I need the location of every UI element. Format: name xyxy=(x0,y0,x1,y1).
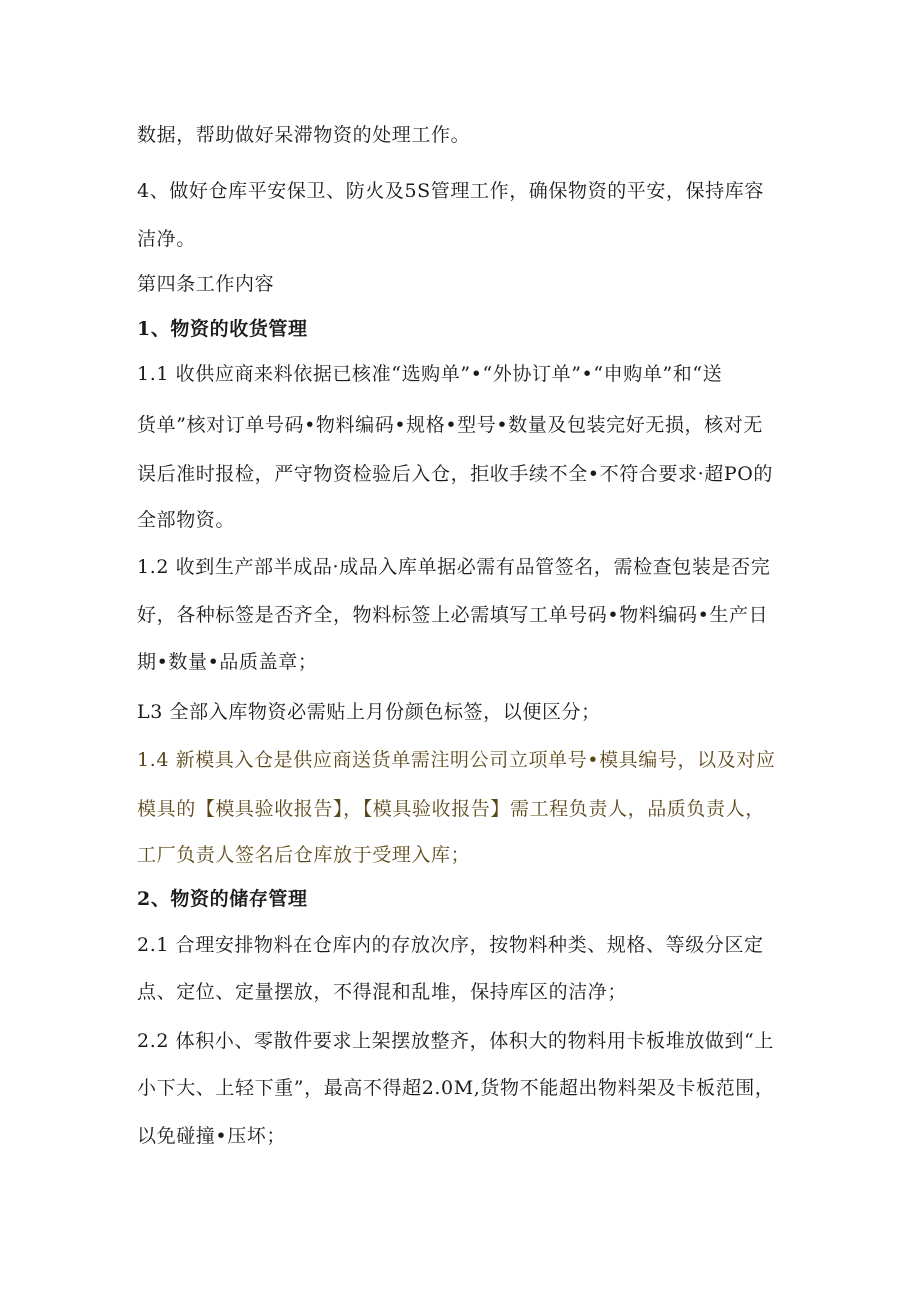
paragraph-line: 小下大、上轻下重”，最高不得超2.0M,货物不能超出物料架及卡板范围， xyxy=(137,1077,775,1099)
paragraph-line: 1.2 收到生产部半成品·成品入库单据必需有品管签名，需检查包装是否完 xyxy=(137,556,771,578)
paragraph-line: 2.1 合理安排物料在仓库内的存放次序，按物料种类、规格、等级分区定 xyxy=(137,934,764,956)
paragraph-line: 1.1 收供应商来料依据已核准“选购单”•“外协订单”•“申购单”和“送 xyxy=(137,363,723,385)
paragraph-line: 全部物资。 xyxy=(137,509,236,531)
paragraph-line: 模具的【模具验收报告】，【模具验收报告】需工程负责人，品质负责人， xyxy=(137,798,765,820)
paragraph-line: 以免碰撞•压坏； xyxy=(137,1125,287,1147)
paragraph-line: 工厂负责人签名后仓库放于受理入库； xyxy=(137,844,471,866)
paragraph-line: 1.4 新模具入仓是供应商送货单需注明公司立项单号•模具编号，以及对应 xyxy=(137,749,776,771)
paragraph-line: 2.2 体积小、零散件要求上架摆放整齐，体积大的物料用卡板堆放做到“上 xyxy=(137,1030,774,1052)
subsection-heading: 1、物资的收货管理 xyxy=(137,318,308,340)
paragraph-line: 误后准时报检，严守物资检验后入仓，拒收手续不全•不符合要求·超PO的 xyxy=(137,463,774,485)
section-heading: 第四条工作内容 xyxy=(137,273,275,295)
paragraph-line: 期•数量•品质盖章； xyxy=(137,651,318,673)
paragraph-line: 洁净。 xyxy=(137,228,196,250)
paragraph-line: L3 全部入库物资必需贴上月份颜色标签，以便区分； xyxy=(137,701,601,723)
paragraph-line: 点、定位、定量摆放，不得混和乱堆，保持库区的洁净； xyxy=(137,981,628,1003)
paragraph-line: 4、做好仓库平安保卫、防火及5S管理工作，确保物资的平安，保持库容 xyxy=(137,180,764,202)
subsection-heading: 2、物资的储存管理 xyxy=(137,888,308,910)
paragraph-line: 好，各种标签是否齐全，物料标签上必需填写工单号码•物料编码•生产日 xyxy=(137,604,769,626)
paragraph-line: 货单”核对订单号码•物料编码•规格•型号•数量及包装完好无损，核对无 xyxy=(137,414,763,436)
paragraph-line: 数据，帮助做好呆滞物资的处理工作。 xyxy=(137,124,471,146)
